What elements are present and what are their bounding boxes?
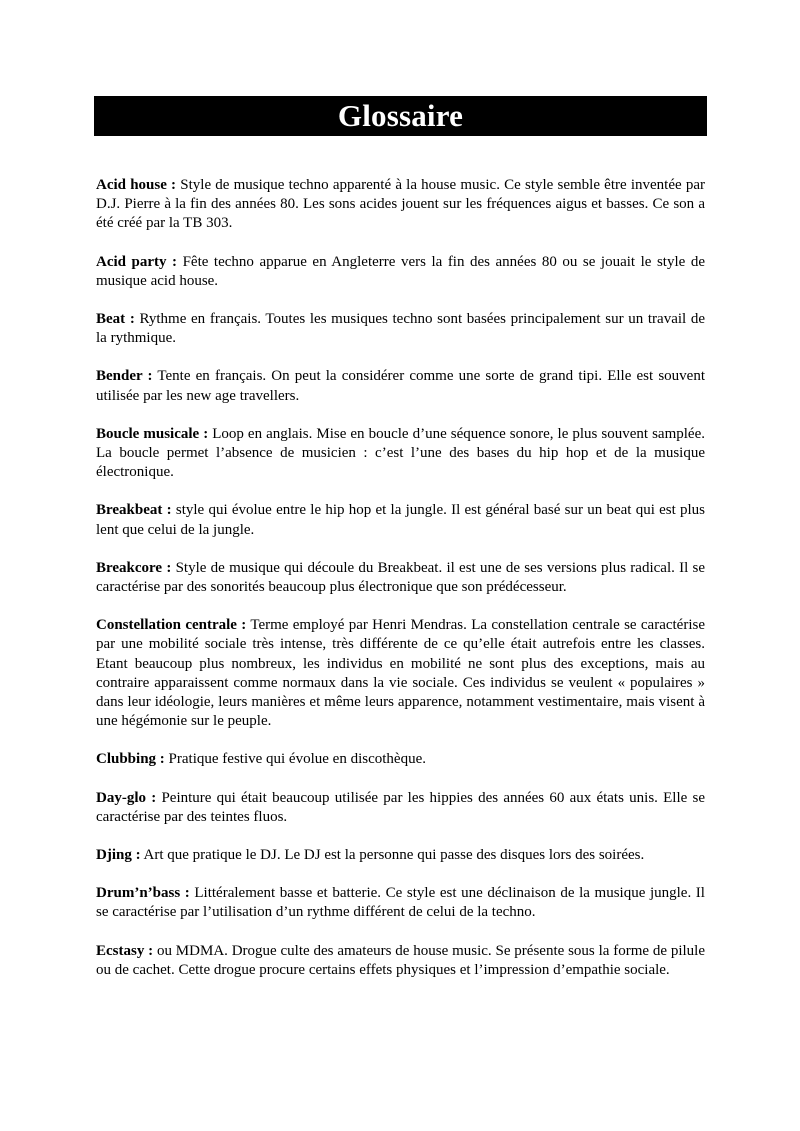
glossary-definition: Art que pratique le DJ. Le DJ est la personne qui passe des disques lors des soirées. bbox=[143, 847, 645, 864]
glossary-entry bbox=[96, 253, 705, 291]
glossary-definition: Littéralement basse et batterie. Ce style est une déclinaison de la musique jungle. Il se caractérise par l’utilisation d’un rythme différent de celui de la techno. bbox=[96, 885, 705, 921]
glossary-term: Ecstasy : bbox=[96, 942, 154, 959]
glossary-term: Breakbeat : bbox=[96, 502, 172, 519]
glossary-definition: Tente en français. On peut la considérer comme une sorte de grand tipi. Elle est souvent utilisée par les new age travellers. bbox=[96, 368, 705, 404]
glossary-list bbox=[96, 176, 705, 999]
page-title: Glossaire bbox=[337, 98, 464, 133]
glossary-entry bbox=[96, 501, 705, 539]
glossary-definition: Loop en anglais. Mise en boucle d’une séquence sonore, le plus souvent samplée. La boucle permet l’absence de musicien : c’est l’une des bases du hip hop et de la musique électronique. bbox=[96, 425, 705, 481]
glossary-term: Breakcore : bbox=[96, 559, 172, 576]
glossary-entry bbox=[96, 750, 705, 769]
title-banner bbox=[94, 96, 707, 136]
glossary-entry bbox=[96, 176, 705, 234]
glossary-term: Bender : bbox=[96, 368, 153, 385]
glossary-term: Boucle musicale : bbox=[96, 425, 209, 442]
glossary-entry bbox=[96, 616, 705, 731]
glossary-definition: style qui évolue entre le hip hop et la jungle. Il est général basé sur un beat qui est plus lent que celui de la jungle. bbox=[96, 502, 706, 538]
glossary-term: Acid party : bbox=[96, 253, 178, 270]
glossary-definition: Rythme en français. Toutes les musiques techno sont basées principalement sur un travail de la rythmique. bbox=[96, 311, 705, 347]
glossary-term: Acid house : bbox=[96, 177, 177, 193]
glossary-definition: Terme employé par Henri Mendras. La constellation centrale se caractérise par une mobilité sociale très intense, très différente de ce qu’elle était autrefois entre les classes. Etant beaucoup plus nombreux, les individus en mobilité ne sont plus des exceptions, mais au contraire apparaissent comme normaux dans la vie sociale. Ces individus se veulent « populaires » dans leur idéologie, leurs manières et même leurs apparence, notamment vestimentaire, mais visent à une hégémonie sur le peuple. bbox=[96, 617, 705, 730]
glossary-definition: Style de musique qui découle du Breakbeat. il est une de ses versions plus radical. Il se caractérise par des sonorités beaucoup plus électronique que son prédécesseur. bbox=[96, 559, 706, 596]
glossary-definition: Fête techno apparue en Angleterre vers la fin des années 80 ou se jouait le style de musique acid house. bbox=[96, 253, 705, 289]
glossary-term: Beat : bbox=[96, 311, 135, 328]
glossary-entry bbox=[96, 559, 705, 597]
glossary-definition: Pratique festive qui évolue en discothèque. bbox=[168, 751, 426, 768]
glossary-term: Day-glo : bbox=[96, 789, 157, 806]
glossary-term: Constellation centrale : bbox=[96, 617, 247, 634]
glossary-entry bbox=[96, 789, 705, 827]
glossary-definition: Peinture qui était beaucoup utilisée par les hippies des années 60 aux états unis. Elle se caractérise par des teintes fluos. bbox=[96, 789, 705, 825]
glossary-entry bbox=[96, 367, 705, 405]
glossary-term: Drum’n’bass : bbox=[96, 885, 190, 902]
glossary-entry bbox=[96, 310, 705, 348]
glossary-entry bbox=[96, 425, 705, 483]
glossary-term: Djing : bbox=[96, 847, 141, 864]
glossary-definition: Style de musique techno apparenté à la house music. Ce style semble être inventée par D.J. Pierre à la fin des années 80. Les sons acides jouent sur les fréquences aigus et basses. Ce son a été créé par la TB 303. bbox=[96, 177, 706, 232]
glossary-entry bbox=[96, 884, 705, 922]
glossary-entry bbox=[96, 846, 705, 865]
glossary-definition: ou MDMA. Drogue culte des amateurs de house music. Se présente sous la forme de pilule ou de cachet. Cette drogue procure certains effets physiques et l’impression d’empathie sociale. bbox=[96, 942, 706, 978]
glossary-term: Clubbing : bbox=[96, 751, 165, 768]
glossary-entry bbox=[96, 942, 705, 980]
